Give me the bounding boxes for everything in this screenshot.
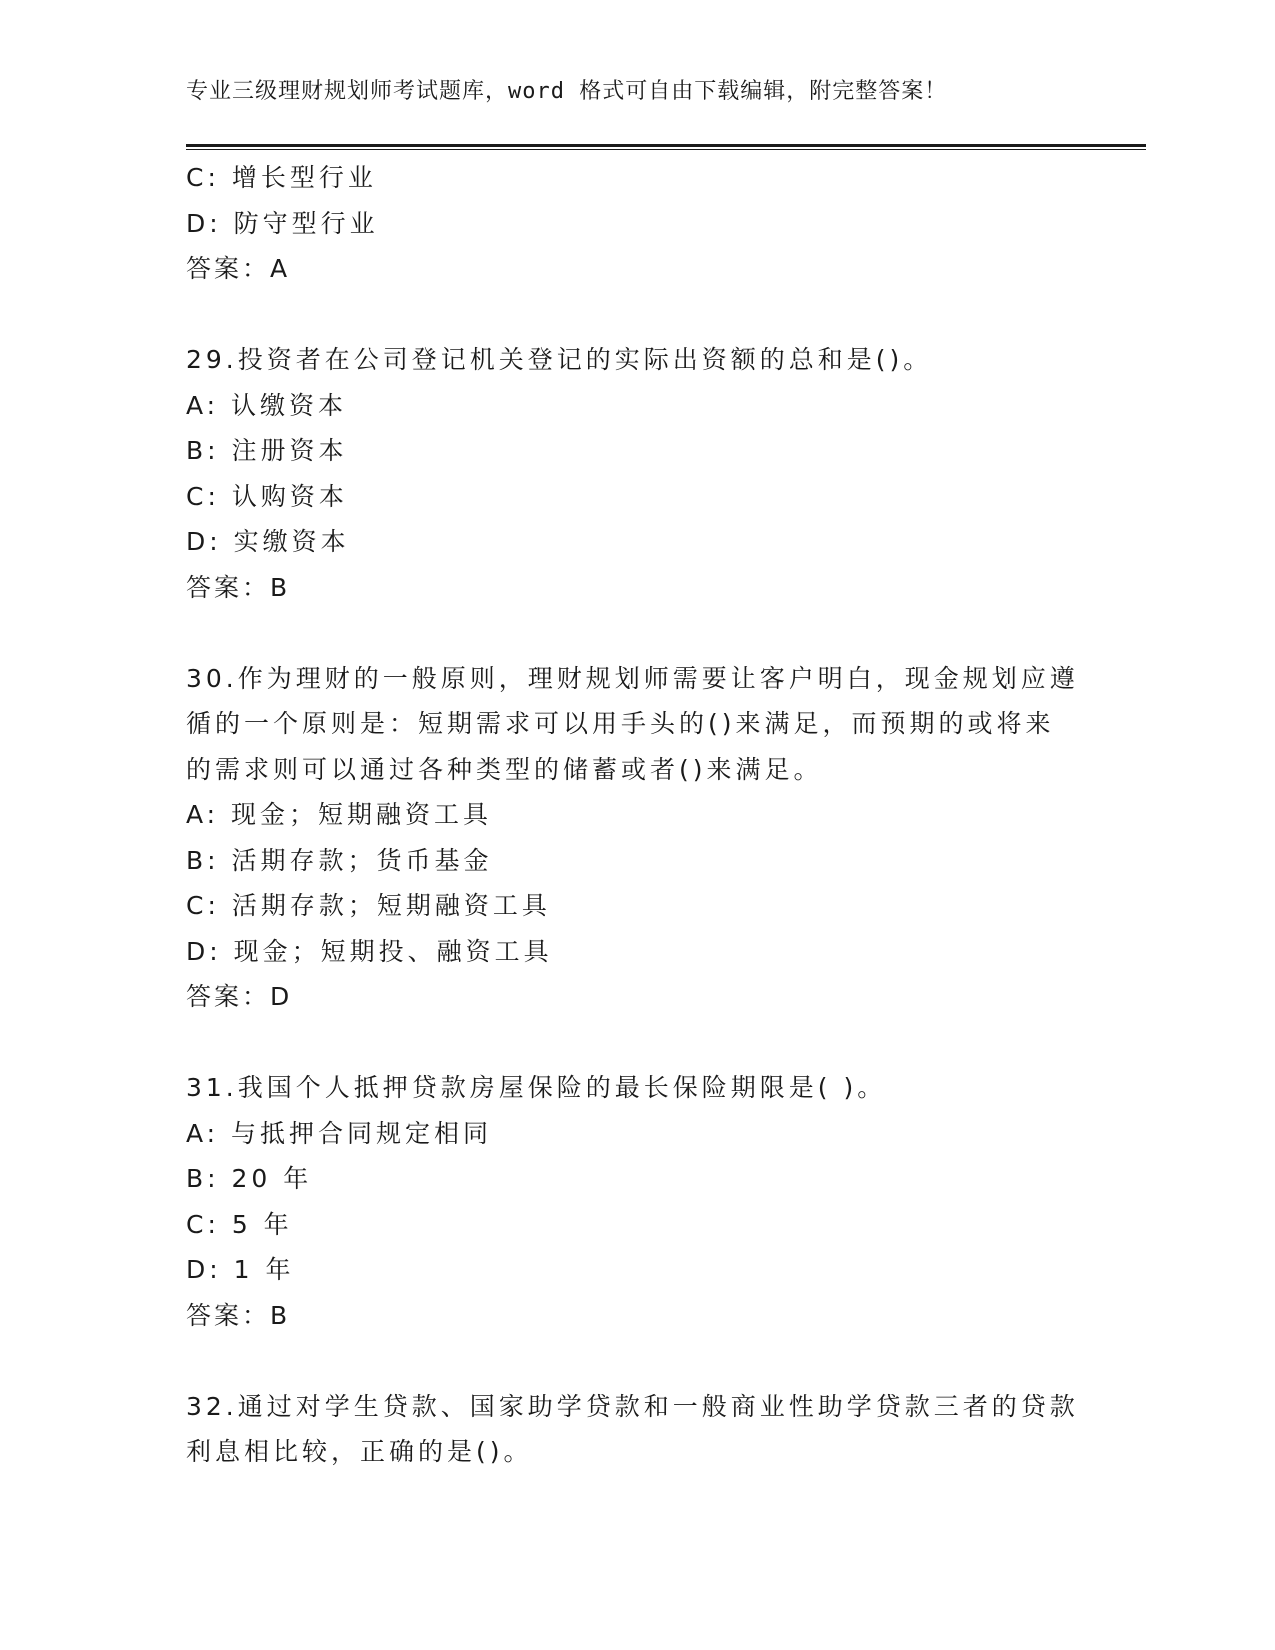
question-29 (186, 337, 1086, 610)
option-d: D: 现金；短期投、融资工具 (186, 936, 553, 966)
answer-line: 答案：A (186, 254, 291, 283)
question-31 (186, 1065, 1086, 1338)
question-text: 29.投资者在公司登记机关登记的实际出资额的总和是()。 (186, 345, 933, 374)
answer-line: 答案：D (186, 982, 293, 1011)
option-c: C: 活期存款；短期融资工具 (186, 891, 551, 920)
option-d: D: 防守型行业 (186, 208, 379, 238)
prev-question (186, 155, 1086, 292)
option-a: A: 与抵押合同规定相同 (186, 1118, 493, 1148)
question-text: 31.我国个人抵押贷款房屋保险的最长保险期限是( )。 (186, 1073, 887, 1102)
question-text: 的需求则可以通过各种类型的储蓄或者()来满足。 (186, 754, 823, 784)
question-text: 32.通过对学生贷款、国家助学贷款和一般商业性助学贷款三者的贷款 (186, 1391, 1079, 1421)
header-divider-thin (186, 149, 1146, 150)
answer-line: 答案：B (186, 572, 291, 602)
option-d: D: 实缴资本 (186, 527, 350, 556)
question-30 (186, 656, 1086, 1020)
question-32 (186, 1384, 1086, 1475)
question-text: 循的一个原则是：短期需求可以用手头的()来满足，而预期的或将来 (186, 709, 1055, 738)
spacer (186, 1338, 1086, 1384)
option-c: C: 5 年 (186, 1209, 293, 1239)
question-text: 30.作为理财的一般原则，理财规划师需要让客户明白，现金规划应遵 (186, 663, 1079, 693)
spacer (186, 1020, 1086, 1066)
page-header: 专业三级理财规划师考试题库，word 格式可自由下载编辑，附完整答案！ (186, 79, 948, 104)
document-body (186, 155, 1086, 1475)
option-a: A: 认缴资本 (186, 390, 348, 420)
header-divider (186, 144, 1146, 147)
option-b: B: 20 年 (186, 1164, 313, 1193)
option-d: D: 1 年 (186, 1255, 295, 1284)
question-text: 利息相比较，正确的是()。 (186, 1437, 533, 1466)
option-c: C: 增长型行业 (186, 163, 377, 192)
option-b: B: 活期存款；货币基金 (186, 845, 493, 875)
option-a: A: 现金；短期融资工具 (186, 800, 493, 829)
spacer (186, 292, 1086, 338)
spacer (186, 610, 1086, 656)
answer-line: 答案：B (186, 1300, 291, 1330)
option-b: B: 注册资本 (186, 436, 348, 465)
option-c: C: 认购资本 (186, 481, 348, 511)
